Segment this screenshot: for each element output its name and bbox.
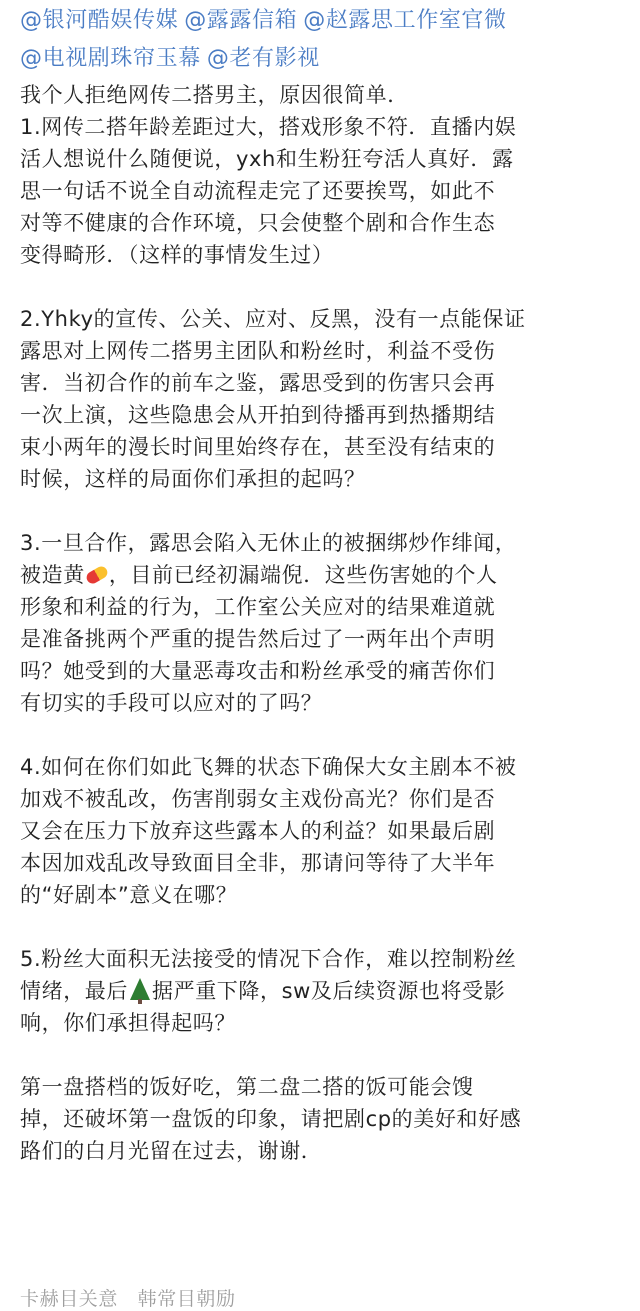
point-3-line: 是准备挑两个严重的提告然后过了一两年出个声明	[20, 627, 496, 651]
point-2-line: 时候，这样的局面你们承担的起吗？	[20, 467, 366, 491]
intro-line: 我个人拒绝网传二搭男主，原因很简单．	[20, 83, 409, 107]
pill-emoji-icon	[85, 565, 109, 585]
mentions-block	[20, 0, 628, 78]
mention-link[interactable]: @银河酷娱传媒	[20, 8, 179, 33]
point-5-line	[20, 975, 628, 1007]
point-1-line: 对等不健康的合作环境，只会使整个剧和合作生态	[20, 211, 496, 235]
point-3-line: 3.一旦合作，露思会陷入无休止的被捆绑炒作绯闻，	[20, 531, 517, 555]
point-3-text: 被造黄	[20, 563, 85, 587]
paragraph-gap	[20, 911, 628, 943]
point-3-line: 有切实的手段可以应对的了吗？	[20, 691, 323, 715]
point-1-line: 1.网传二搭年龄差距过大，搭戏形象不符．直播内娱	[20, 115, 517, 139]
evergreen-tree-emoji-icon	[128, 981, 152, 1001]
point-2-line: 害．当初合作的前车之鉴，露思受到的伤害只会再	[20, 371, 496, 395]
point-3-line: 吗？她受到的大量恶毒攻击和粉丝承受的痛苦你们	[20, 659, 496, 683]
point-1-line: 活人想说什么随便说，yxh和生粉狂夸活人真好．露	[20, 147, 514, 171]
paragraph-gap	[20, 495, 628, 527]
point-2-line: 2.Yhky的宣传、公关、应对、反黑，没有一点能保证	[20, 307, 526, 331]
mention-link[interactable]: @老有影视	[206, 46, 320, 71]
point-2-line: 露思对上网传二搭男主团队和粉丝时，利益不受伤	[20, 339, 496, 363]
paragraph-gap	[20, 719, 628, 751]
point-2-line: 束小两年的漫长时间里始终存在，甚至没有结束的	[20, 435, 496, 459]
point-3-text: ，目前已经初漏端倪．这些伤害她的个人	[108, 563, 498, 587]
point-1-line: 变得畸形．（这样的事情发生过）	[20, 243, 334, 267]
point-1-line: 思一句话不说全自动流程走完了还要挨骂，如此不	[20, 179, 496, 203]
mention-link[interactable]: @赵露思工作室官微	[303, 8, 507, 33]
cut-off-footer-text: 卡赫目关意 韩常目朝励	[20, 1288, 236, 1310]
paragraph-gap	[20, 271, 628, 303]
outro-line: 掉，还破坏第一盘饭的印象，请把剧cp的美好和好感	[20, 1107, 522, 1131]
post-body	[20, 79, 628, 1167]
outro-line: 路们的白月光留在过去，谢谢．	[20, 1139, 323, 1163]
outro-line: 第一盘搭档的饭好吃，第二盘二搭的饭可能会馊	[20, 1075, 474, 1099]
point-3-line: 形象和利益的行为，工作室公关应对的结果难道就	[20, 595, 496, 619]
mention-link[interactable]: @电视剧珠帘玉幕	[20, 46, 201, 71]
mentions-line-2	[20, 40, 628, 78]
point-4-line: 又会在压力下放弃这些露本人的利益？如果最后剧	[20, 819, 496, 843]
point-5-line: 响，你们承担得起吗？	[20, 1011, 236, 1035]
point-2-line: 一次上演，这些隐患会从开拍到待播再到热播期结	[20, 403, 496, 427]
mention-link[interactable]: @露露信箱	[184, 8, 298, 33]
point-4-line: 加戏不被乱改，伤害削弱女主戏份高光？你们是否	[20, 787, 496, 811]
point-5-text: 据严重下降，sw及后续资源也将受影	[152, 979, 506, 1003]
point-5-text: 情绪，最后	[20, 979, 128, 1003]
point-5-line: 5.粉丝大面积无法接受的情况下合作，难以控制粉丝	[20, 947, 517, 971]
point-4-line: 4.如何在你们如此飞舞的状态下确保大女主剧本不被	[20, 755, 517, 779]
paragraph-gap	[20, 1039, 628, 1071]
point-3-line	[20, 559, 628, 591]
point-4-line: 本因加戏乱改导致面目全非，那请问等待了大半年	[20, 851, 496, 875]
point-4-line: 的“好剧本”意义在哪？	[20, 883, 238, 907]
mentions-line-1	[20, 2, 628, 40]
